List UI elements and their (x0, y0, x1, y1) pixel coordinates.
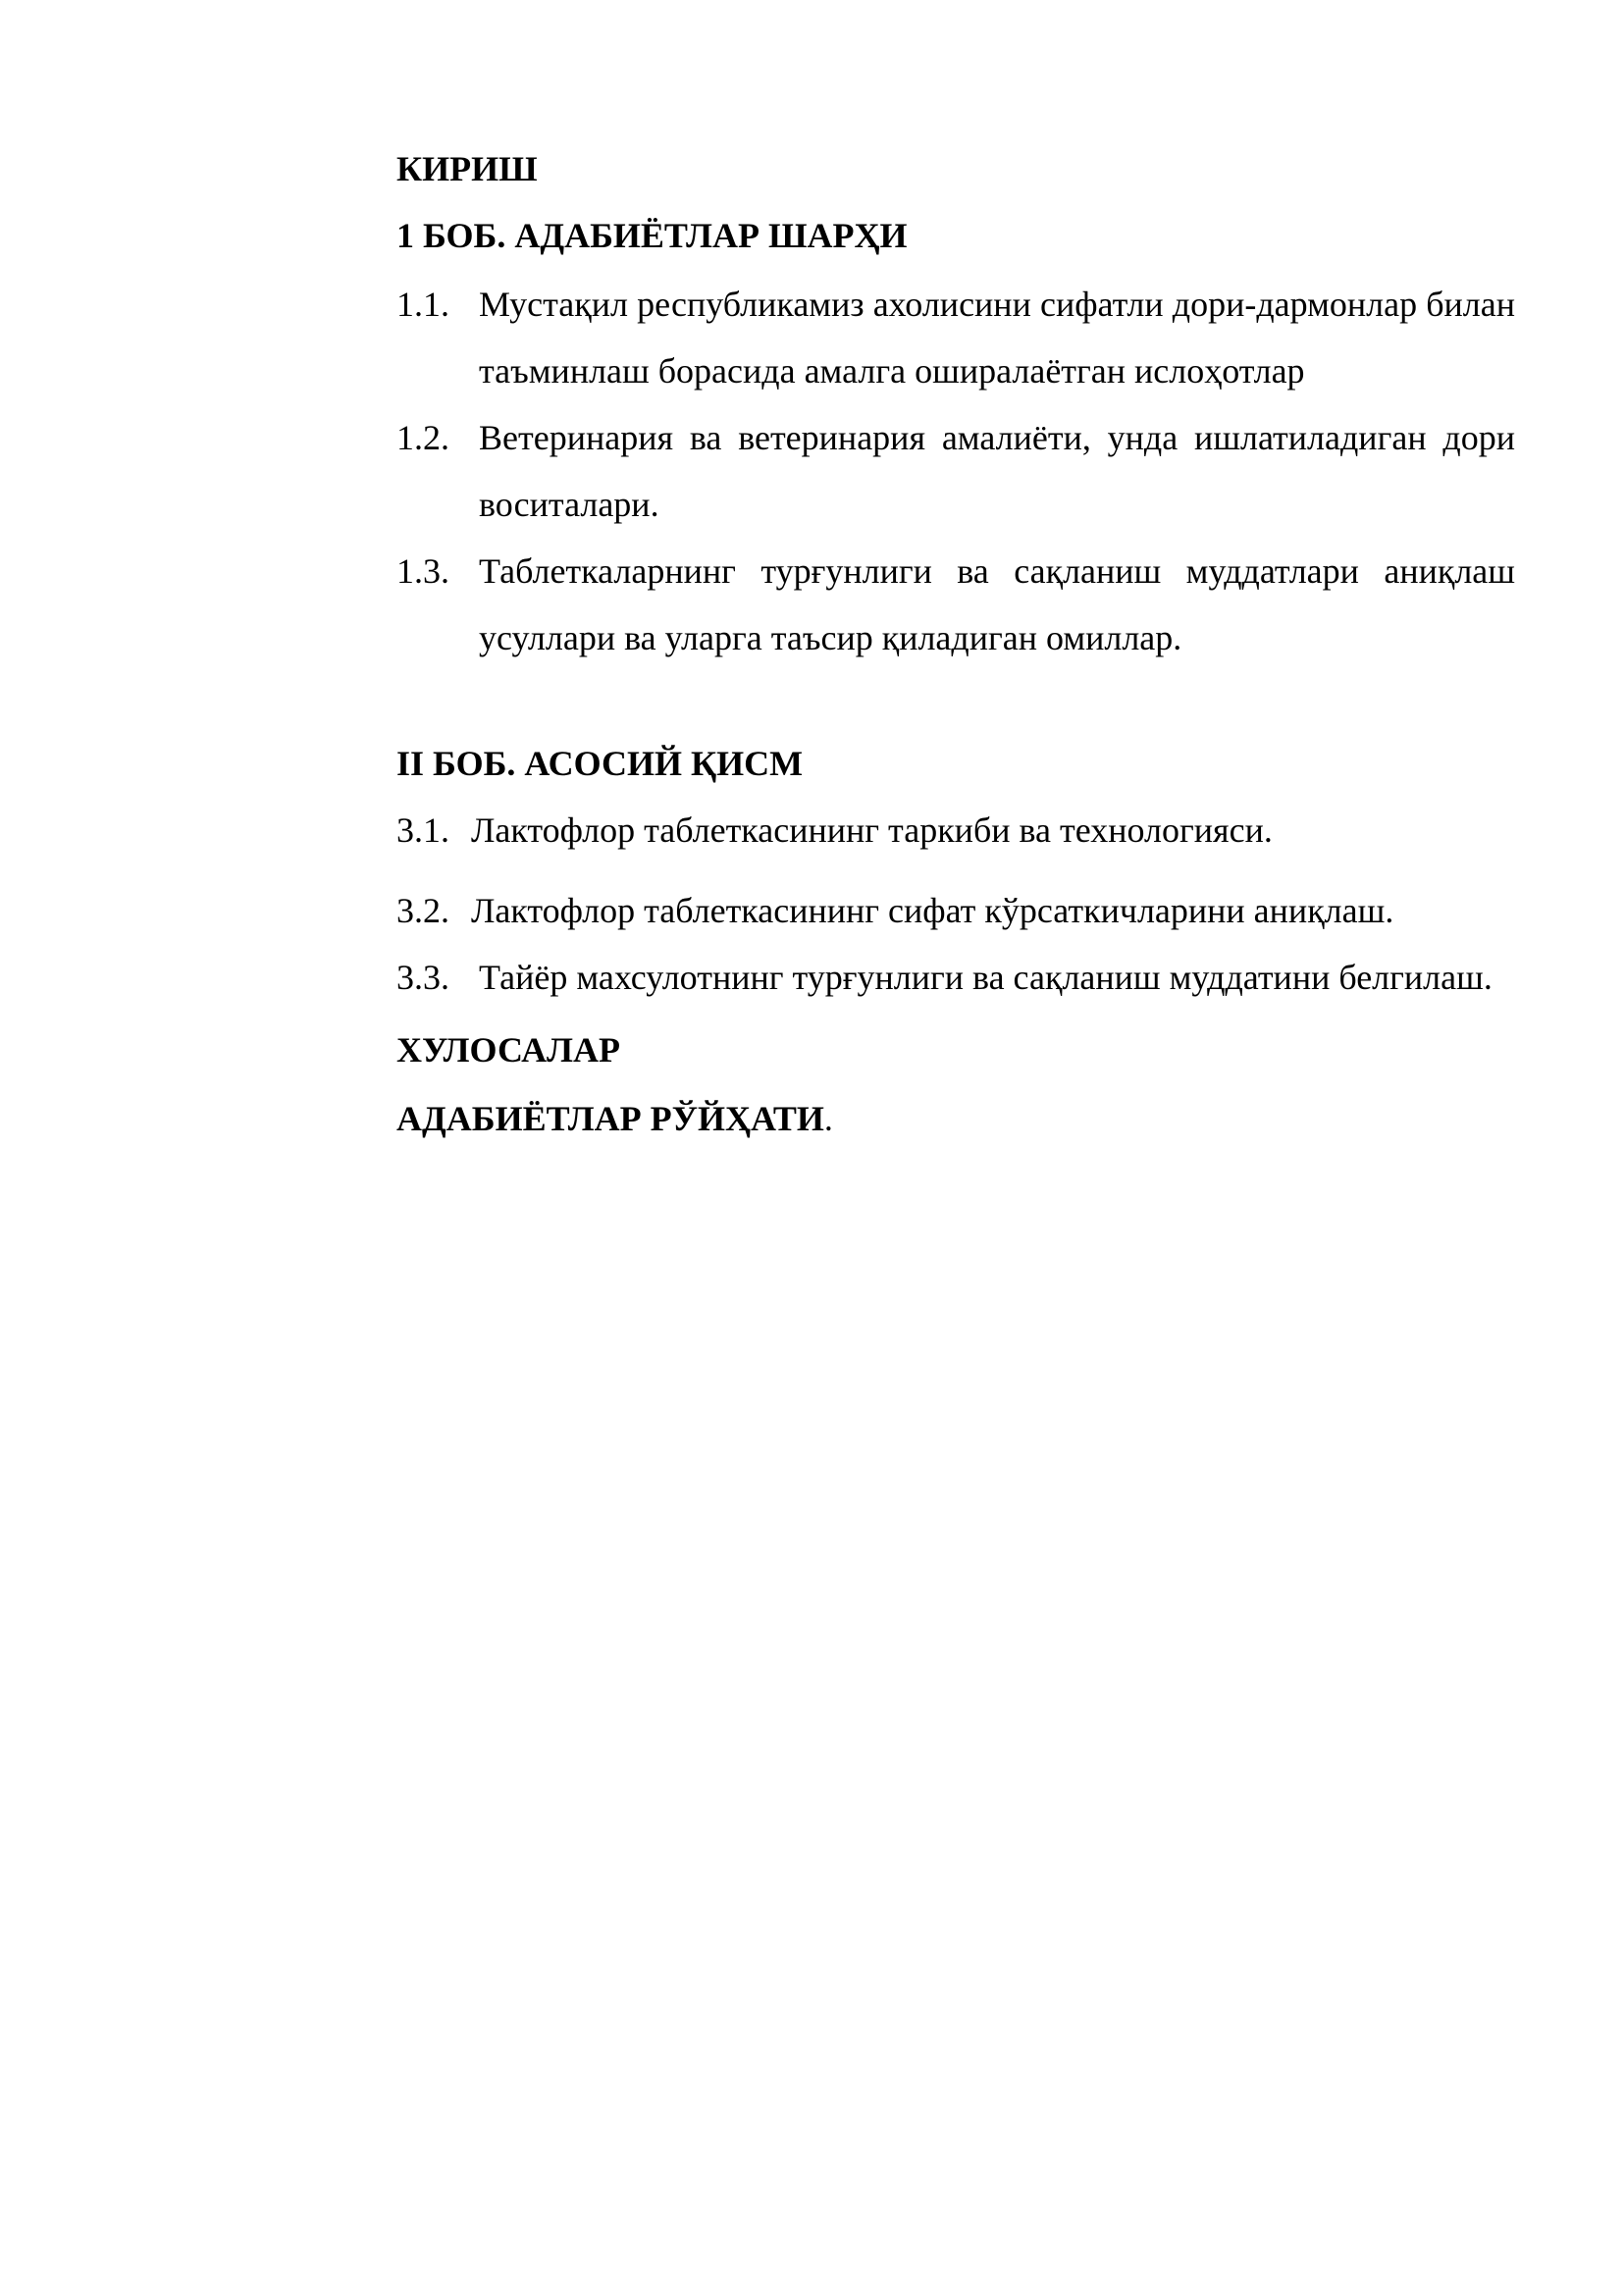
toc-item-3-1 (396, 797, 1515, 863)
toc-item-1-1 (396, 271, 1515, 404)
toc-conclusions-heading: ХУЛОСАЛАР (396, 1030, 620, 1070)
toc-chapter1-heading: 1 БОБ. АДАБИЁТЛАР ШАРҲИ (396, 216, 908, 255)
toc-item-number: 3.1. (396, 810, 449, 850)
toc-item-3-3 (396, 944, 1515, 1011)
toc-item-text: Тайёр махсулотнинг турғунлиги ва сақланиш муддатини белгилаш. (479, 958, 1493, 997)
toc-item-number: 1.1. (396, 285, 449, 324)
toc-item-text: Лактофлор таблеткасининг таркиби ва технологияси. (471, 810, 1273, 850)
toc-item-number: 1.2. (396, 418, 449, 457)
toc-item-number: 1.3. (396, 551, 449, 591)
table-of-contents (396, 147, 1515, 1140)
toc-item-number: 3.2. (396, 891, 449, 930)
toc-item-number: 3.3. (396, 958, 449, 997)
toc-item-1-3 (396, 538, 1515, 671)
toc-item-1-2 (396, 404, 1515, 538)
toc-references-title: АДАБИЁТЛАР РЎЙҲАТИ (396, 1099, 824, 1138)
toc-chapter2-heading: II БОБ. АСОСИЙ ҚИСМ (396, 744, 804, 783)
toc-references-period: . (823, 1099, 833, 1138)
toc-item-text: Лактофлор таблеткасининг сифат кўрсаткичларини аниқлаш. (471, 891, 1394, 930)
toc-references-heading (396, 1097, 1515, 1140)
toc-item-text: Мустақил республикамиз ахолисини сифатли дори-дармонлар билан таъминлаш борасида амалга оширалаётган ислоҳотлар (479, 285, 1515, 391)
toc-item-3-2 (396, 877, 1515, 944)
toc-item-text: Ветеринария ва ветеринария амалиёти, унда ишлатиладиган дори воситалари. (479, 418, 1515, 524)
toc-chapter1-list (396, 271, 1515, 671)
toc-intro-heading: КИРИШ (396, 149, 538, 188)
toc-item-text: Таблеткаларнинг турғунлиги ва сақланиш муддатлари аниқлаш усуллари ва уларга таъсир қиладиган омиллар. (479, 551, 1515, 657)
